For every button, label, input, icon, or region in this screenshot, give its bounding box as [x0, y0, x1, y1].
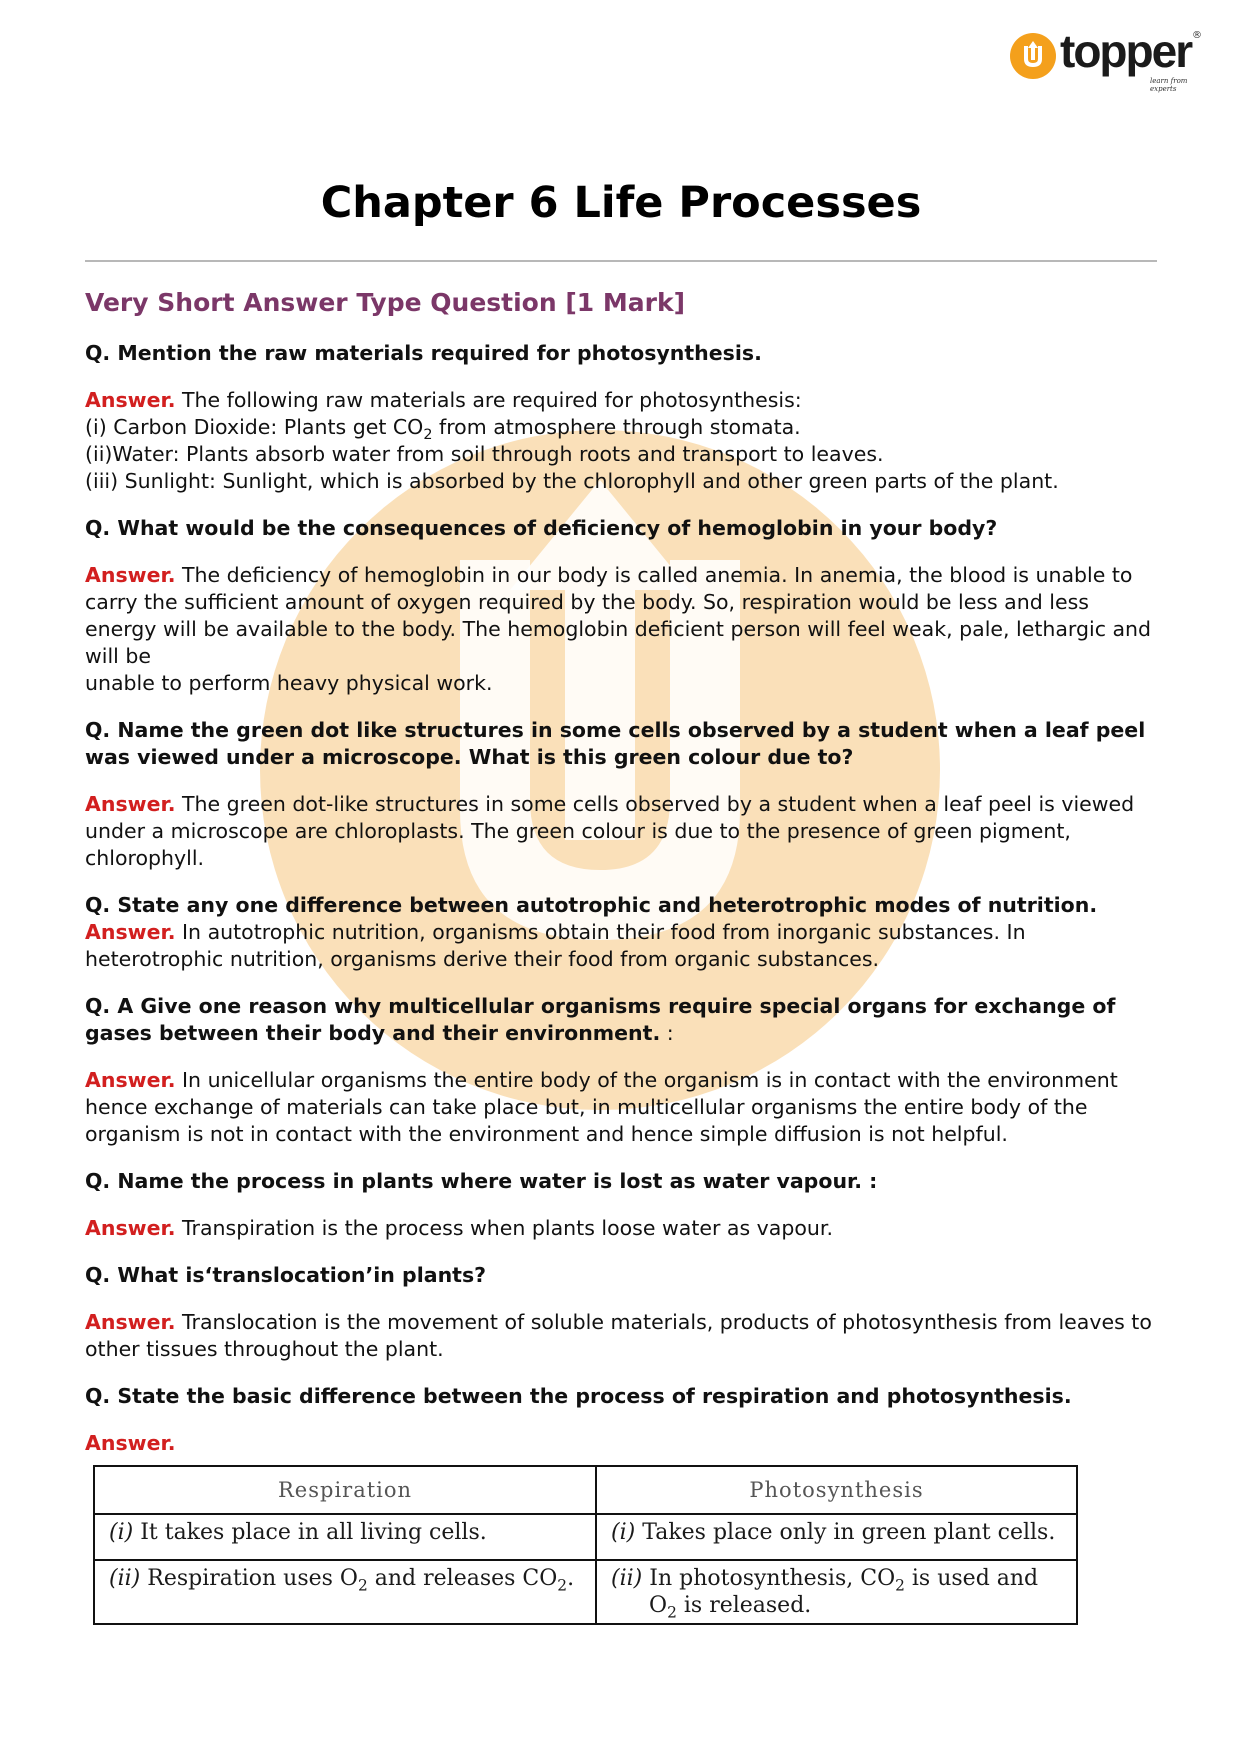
answer: Answer. The green dot-like structures in some cells observed by a student when a leaf peel is viewed under a microscope are chloroplasts. The green colour is due to the presence of green pigment, chlorophyll.: [85, 792, 1135, 870]
answer: Answer. In autotrophic nutrition, organisms obtain their food from inorganic substances. In heterotrophic nutrition, organisms derive their food from organic substances.: [85, 920, 1026, 971]
answer-label: Answer.: [85, 1216, 176, 1240]
brand-tagline: learn from experts: [1150, 77, 1188, 93]
answer: [85, 1430, 1157, 1457]
answer-label: Answer.: [85, 563, 176, 587]
registered-mark: ®: [1192, 30, 1202, 41]
answer-label: Answer.: [85, 388, 176, 412]
answer-label: Answer.: [85, 1068, 176, 1092]
page-title: Chapter 6 Life Processes: [320, 178, 922, 228]
table-cell: (i) Takes place only in green plant cells.: [596, 1514, 1077, 1560]
answer-label: Answer.: [85, 920, 176, 944]
table-header: Photosynthesis: [596, 1466, 1077, 1514]
answer-label: Answer.: [85, 792, 176, 816]
table-header: Respiration: [94, 1466, 596, 1514]
answer-label: Answer.: [85, 1310, 176, 1334]
answer: Answer. Translocation is the movement of soluble materials, products of photosynthesis from leaves to other tissues throughout the plant.: [85, 1310, 1152, 1361]
brand-logo: [1010, 25, 1210, 93]
question: Q. What is‘translocation’in plants?: [85, 1263, 487, 1287]
section-heading: Very Short Answer Type Question [1 Mark]: [85, 288, 686, 317]
comparison-table: [93, 1465, 1078, 1625]
answer: Answer. The deficiency of hemoglobin in our body is called anemia. In anemia, the blood is unable to carry the sufficient amount of oxygen required by the body. So, respiration would be less and less energy will be available to the body. The hemoglobin deficient person will feel weak, pale, lethargic and will be unable to perform heavy physical work.: [85, 563, 1152, 695]
table-row: [94, 1514, 1077, 1560]
qa-list: [85, 340, 1157, 1625]
topper-logo-icon: [1010, 33, 1056, 79]
table-cell: (ii) Respiration uses $O_2$ and releases $CO_2$.: [94, 1560, 596, 1624]
answer-label: Answer.: [85, 1431, 176, 1455]
question: Q. Name the process in plants where water is lost as water vapour. :: [85, 1169, 878, 1193]
title-divider: [85, 260, 1157, 262]
answer: Answer. The following raw materials are required for photosynthesis: (i) Carbon Dioxide: Plants get $CO_2$ from atmosphere through stomata. (ii)Water: Plants absorb water from soil through roots and transport to leaves. (iii) Sunlight: Sunlight, which is absorbed by the chlorophyll and other green parts of the plant.: [85, 388, 1059, 493]
table-cell: (ii) In photosynthesis, $CO_2$ is used and $O_2$ is released.: [596, 1560, 1077, 1624]
question: Q. State the basic difference between the process of respiration and photosynthesis.: [85, 1384, 1072, 1408]
table-row: [94, 1560, 1077, 1624]
table-cell: (i) It takes place in all living cells.: [94, 1514, 596, 1560]
brand-name: topper: [1060, 25, 1192, 77]
question: Q. State any one difference between autotrophic and heterotrophic modes of nutrition.: [85, 893, 1098, 917]
answer: Answer. Transpiration is the process when plants loose water as vapour.: [85, 1216, 833, 1240]
table-header-row: [94, 1466, 1077, 1514]
question: Q. Name the green dot like structures in some cells observed by a student when a leaf peel was viewed under a microscope. What is this green colour due to?: [85, 718, 1146, 769]
answer: Answer. In unicellular organisms the entire body of the organism is in contact with the environment hence exchange of materials can take place but, in multicellular organisms the entire body of the organism is not in contact with the environment and hence simple diffusion is not helpful.: [85, 1068, 1118, 1146]
question: Q. A Give one reason why multicellular organisms require special organs for exchange of gases between their body and their environment. :: [85, 994, 1116, 1045]
question: Q. Mention the raw materials required for photosynthesis.: [85, 341, 762, 365]
question: Q. What would be the consequences of deficiency of hemoglobin in your body?: [85, 516, 998, 540]
